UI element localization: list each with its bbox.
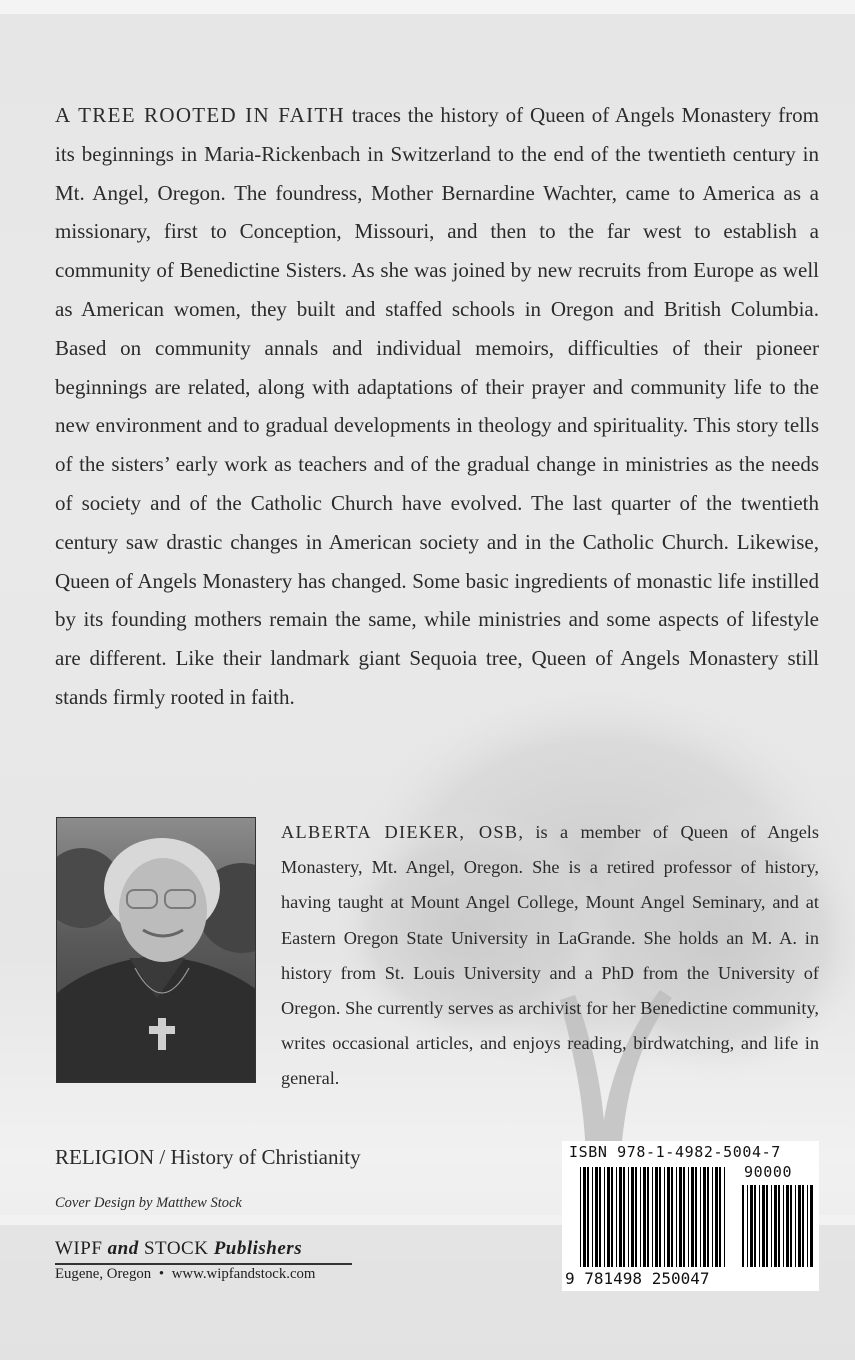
author-bio [281,815,819,1097]
barcode-bar [595,1167,598,1267]
barcode-bar [778,1185,780,1267]
barcode-bar [643,1167,646,1267]
barcode-bar [583,1167,586,1267]
barcode-bar [616,1167,617,1267]
barcode-bar [754,1185,756,1267]
author-photo [56,817,256,1083]
barcode-bar [619,1167,622,1267]
publisher-divider [55,1263,352,1265]
barcode-bar [599,1167,601,1267]
barcode-bar [587,1167,589,1267]
barcode-bar [631,1167,634,1267]
barcode-bar [640,1167,641,1267]
barcode-bar [774,1185,777,1267]
barcode-bar [611,1167,613,1267]
publisher-name [55,1238,302,1260]
barcode-bar [691,1167,694,1267]
book-blurb-text: traces the history of Queen of Angels Monastery from its beginnings in Maria-Rickenbach in Switzerland to the end of the twentieth century in Mt. Angel, Oregon. The foundress, Mother Bernardine Wachter, came to America as a missionary, first to Conception, Missouri, and then to the far west to establish a community of Benedictine Sisters. As she was joined by new recruits from Europe as well as American women, they built and staffed schools in Oregon and British Columbia. Based on community annals and individual memoirs, difficulties of their pioneer beginnings are related, along with adaptations of their prayer and community life to the new environment and to gradual developments in theology and spirituality. This story tells of the sisters’ early work as teachers and of the gradual change in ministries as the needs of society and of the Catholic Church have evolved. The last quarter of the twentieth century saw drastic changes in American society and in the Catholic Church. Likewise, Queen of Angels Monastery has changed. Some basic ingredients of monastic life instilled by its founding mothers remain the same, while ministries and some aspects of lifestyle are different. Like their landmark giant Sequoia tree, Queen of Angels Monastery still stands firmly rooted in faith. [55,103,820,709]
barcode-bar [790,1185,792,1267]
barcode-bar [762,1185,765,1267]
barcode-bar [679,1167,682,1267]
barcode-bar [695,1167,697,1267]
book-blurb [55,96,819,717]
barcode-bar [786,1185,789,1267]
barcode-bar [580,1167,581,1267]
barcode-bar [676,1167,677,1267]
barcode-bar [700,1167,701,1267]
barcode-bar [664,1167,665,1267]
publisher-name-part1: WIPF [55,1238,103,1259]
barcode-bar [628,1167,629,1267]
author-bio-text: , is a member of Queen of Angels Monastery, Mt. Angel, Oregon. She is a retired professor of history, having taught at Mount Angel College, Mount Angel Seminary, and at Eastern Oregon State University in LaGrande. She holds an M. A. in history from St. Louis University and a PhD from the University of Oregon. She currently serves as archivist for her Benedictine community, writes occasional articles, and enjoys reading, birdwatching, and life in general. [281,822,820,1089]
barcode-bar [667,1167,670,1267]
barcode-bar [766,1185,768,1267]
cover-design-credit: Cover Design by Matthew Stock [55,1195,242,1211]
barcode-bar [759,1185,760,1267]
barcode-bar [703,1167,706,1267]
publisher-name-part2: STOCK [143,1238,209,1259]
barcode-bar [683,1167,685,1267]
barcode-bar [659,1167,661,1267]
isbn-number: ISBN 978-1-4982-5004-7 [569,1143,781,1161]
isbn-barcode [562,1141,819,1291]
barcode-bar [592,1167,593,1267]
barcode-bar [747,1185,748,1267]
barcode-bar [688,1167,689,1267]
barcode-bar [783,1185,784,1267]
ean-number: 9 781498 250047 [565,1269,710,1288]
barcode-bar [712,1167,713,1267]
barcode-bar [742,1185,744,1267]
barcode-bar [750,1185,753,1267]
publisher-location [55,1266,315,1283]
barcode-bar [719,1167,721,1267]
barcode-bar [655,1167,658,1267]
barcode-bar [802,1185,804,1267]
barcode-bar [635,1167,637,1267]
barcode-bar [807,1185,808,1267]
barcode-bar [623,1167,625,1267]
barcode-bar [671,1167,673,1267]
publisher-city: Eugene, Oregon [55,1266,152,1282]
barcode-bar [724,1167,725,1267]
publisher-name-part3: Publishers [213,1238,303,1259]
barcode-bar [798,1185,801,1267]
barcode-bar [607,1167,610,1267]
barcode-bar [604,1167,605,1267]
publisher-website: www.wipfandstock.com [171,1266,316,1282]
barcode-bar [810,1185,813,1267]
barcode-bar [715,1167,718,1267]
author-name: ALBERTA DIEKER, OSB [281,822,519,842]
barcode-bar [795,1185,796,1267]
barcode-bar [652,1167,653,1267]
barcode-bar [647,1167,649,1267]
barcode-bar [707,1167,709,1267]
bullet-separator: • [158,1266,165,1282]
price-code: 90000 [744,1163,793,1181]
book-title-lead: A TREE ROOTED IN FAITH [55,103,345,127]
publisher-name-and: and [107,1238,139,1259]
subject-category: RELIGION / History of Christianity [55,1145,361,1169]
barcode-bar [771,1185,772,1267]
